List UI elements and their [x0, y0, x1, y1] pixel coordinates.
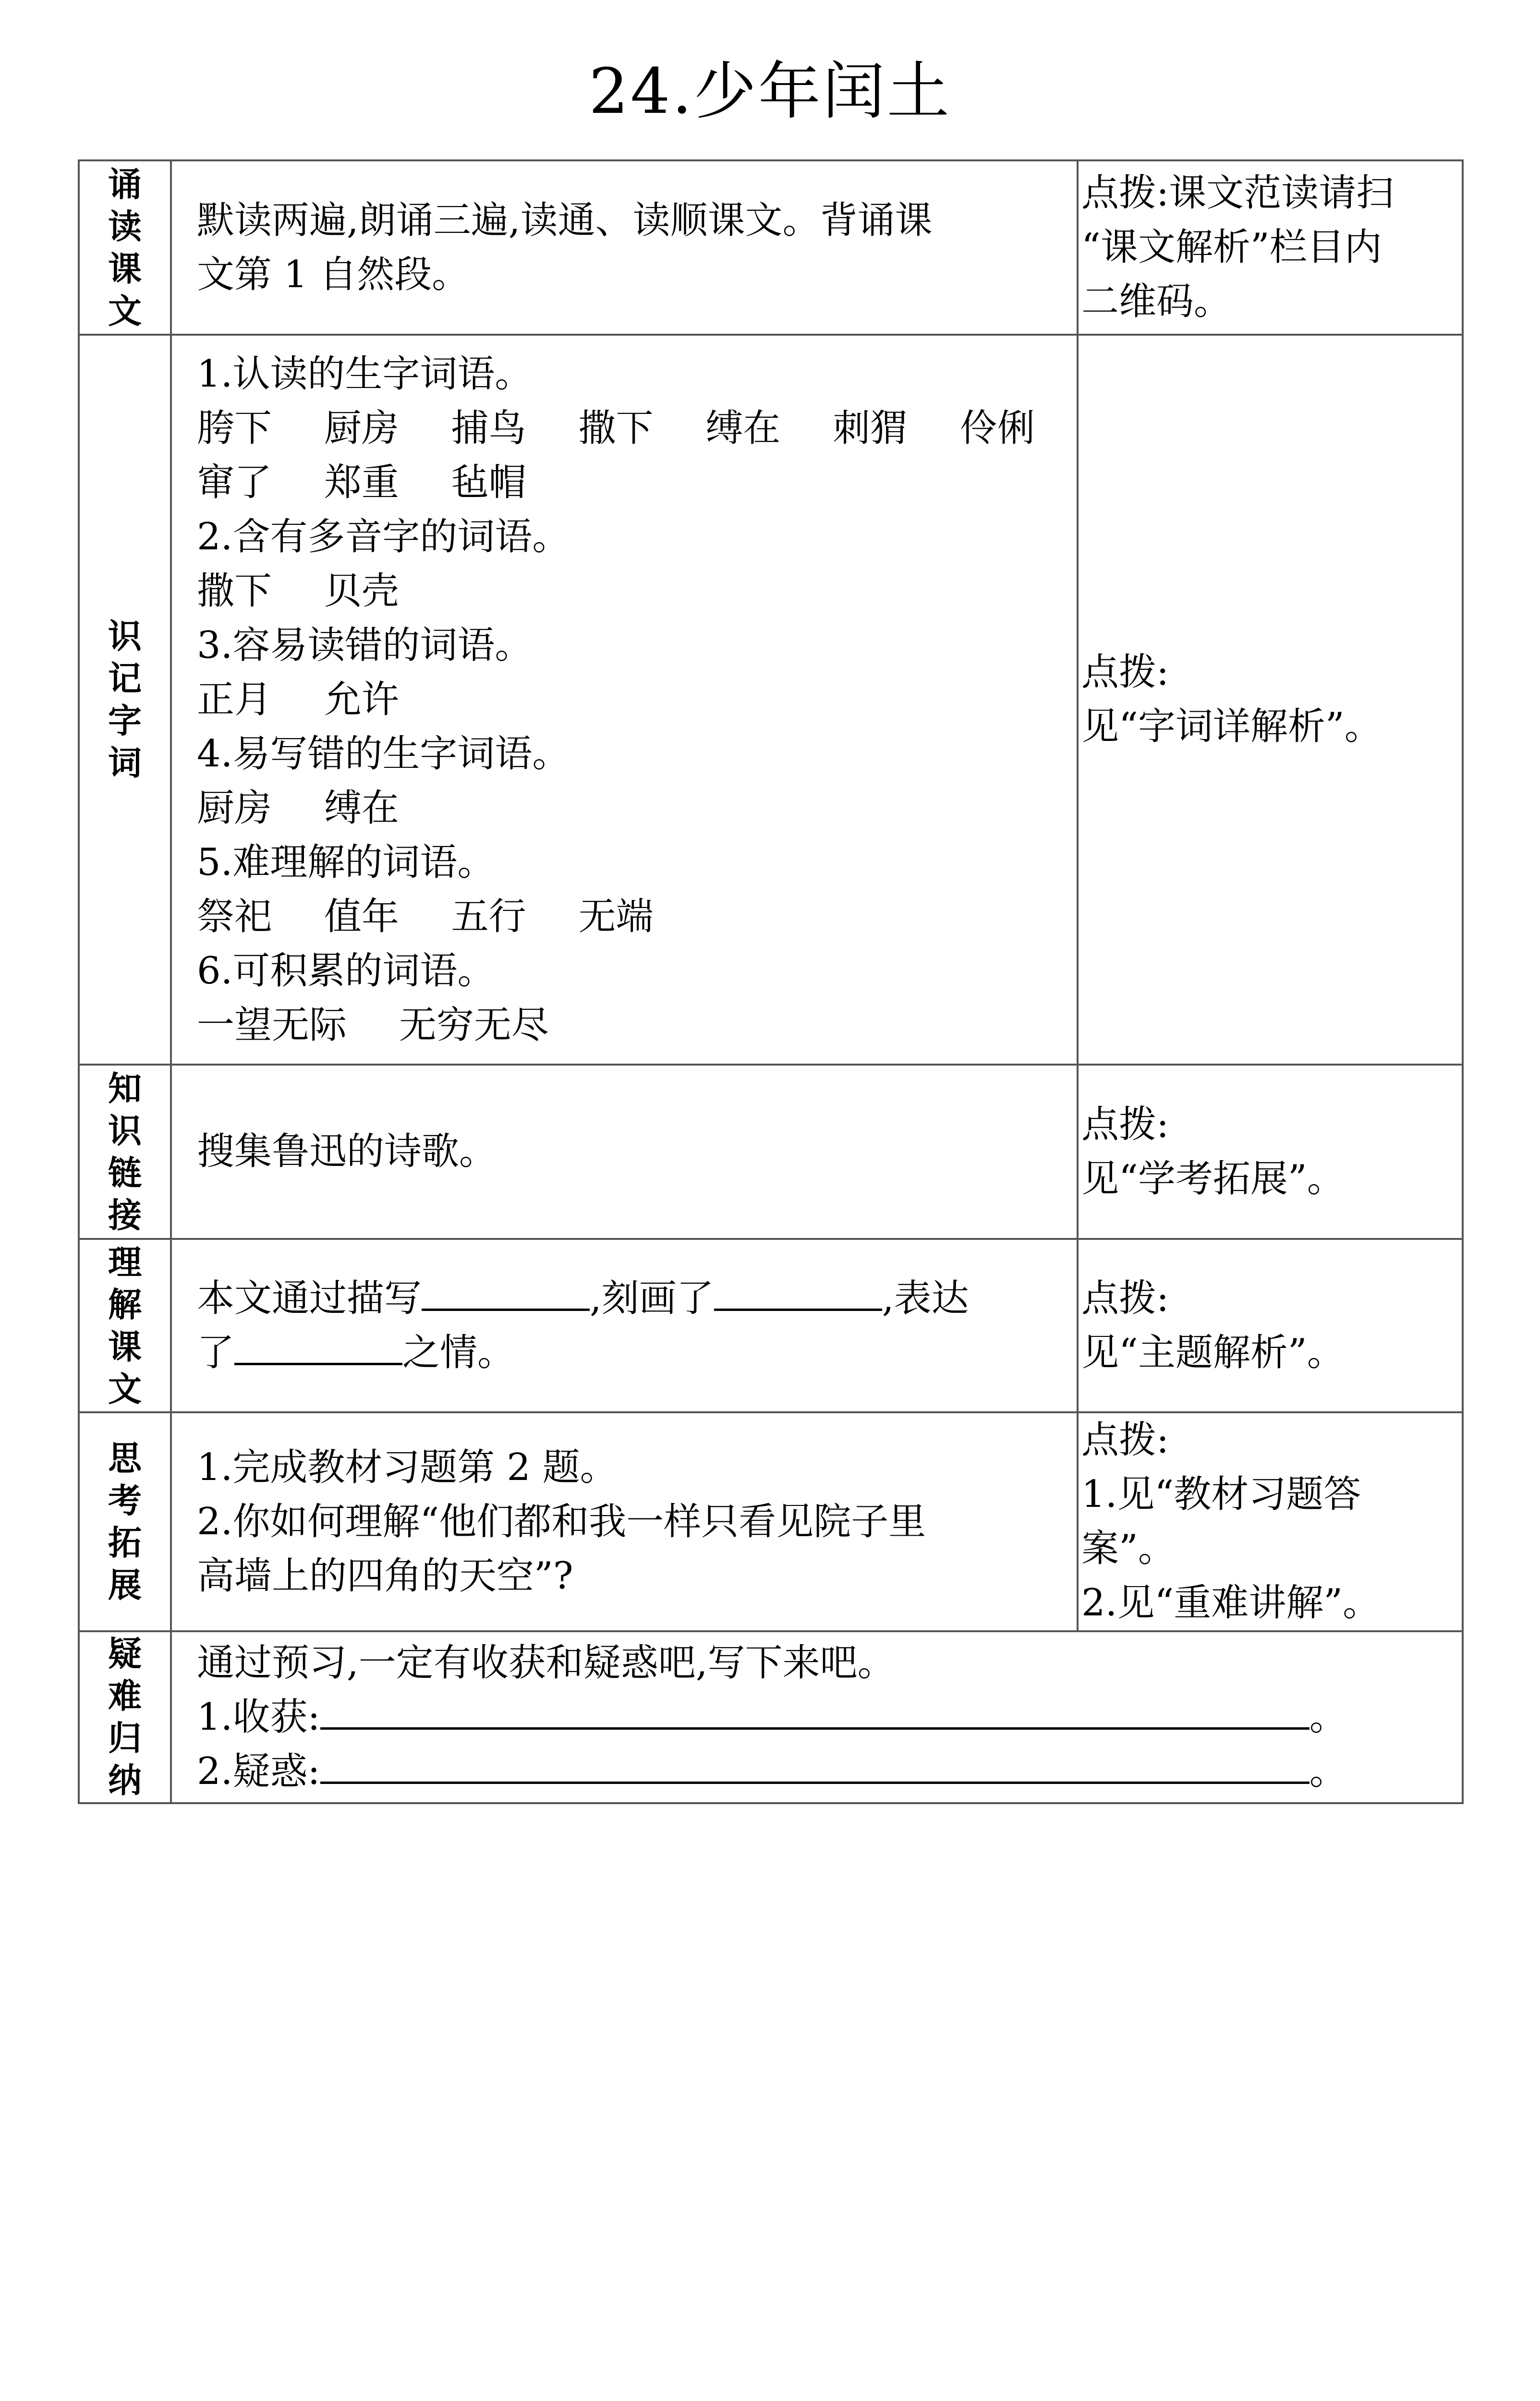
word: 允许 [324, 678, 399, 721]
text-line: 1.完成教材习题第 2 题。 [197, 1445, 618, 1489]
row-read-aloud [79, 160, 1463, 335]
text-line: 搜集鲁迅的诗歌。 [197, 1130, 497, 1173]
think-extend-tip: 点拨: 1.见“教材习题答 案”。 2.见“重难讲解”。 [1078, 1412, 1463, 1631]
read-aloud-tip: 点拨:课文范读请扫 “课文解析”栏目内 二维码。 [1078, 160, 1463, 335]
word: 五行 [451, 895, 526, 938]
word: 捕鸟 [451, 406, 526, 450]
doubt-line: 2.疑惑: 。 [197, 1749, 1347, 1793]
row-label-vocabulary: 识 记 字 词 [79, 335, 171, 1065]
word-row [197, 456, 1052, 510]
text-line: 通过预习,一定有收获和疑惑吧,写下来吧。 [197, 1641, 895, 1685]
word: 厨房 [197, 786, 272, 830]
word: 祭祀 [197, 895, 272, 938]
word: 无端 [578, 895, 654, 938]
word-row [197, 781, 1052, 836]
text-line: 2.你如何理解“他们都和我一样只看见院子里 [197, 1500, 926, 1543]
word: 正月 [197, 678, 272, 721]
doubt-answer-blank[interactable] [320, 1750, 1310, 1784]
preview-table [78, 159, 1464, 1804]
row-label-read-aloud: 诵 读 课 文 [79, 160, 171, 335]
section-heading: 6.可积累的词语。 [197, 949, 495, 993]
fill-blank[interactable] [714, 1277, 882, 1311]
section-heading: 4.易写错的生字词语。 [197, 732, 570, 776]
row-think-extend [79, 1412, 1463, 1631]
knowledge-link-content [171, 1065, 1078, 1239]
word: 值年 [324, 895, 399, 938]
word: 厨房 [324, 406, 399, 450]
read-aloud-content [171, 160, 1078, 335]
fill-blank[interactable] [234, 1331, 402, 1365]
knowledge-link-tip: 点拨: 见“学考拓展”。 [1078, 1065, 1463, 1239]
row-summary [79, 1631, 1463, 1803]
section-heading: 2.含有多音字的词语。 [197, 515, 570, 558]
fill-blank[interactable] [422, 1277, 590, 1311]
page-title: 24.少年闰土 [589, 55, 951, 128]
word: 撒下 [197, 569, 272, 613]
row-label-summary: 疑 难 归 纳 [79, 1631, 171, 1803]
think-extend-content [171, 1412, 1078, 1631]
word-row [197, 890, 1052, 944]
word: 伶俐 [959, 406, 1035, 450]
word: 无穷无尽 [399, 1003, 549, 1047]
summary-content [171, 1631, 1463, 1803]
row-vocabulary [79, 335, 1463, 1065]
word: 缚在 [324, 786, 399, 830]
word: 毡帽 [451, 461, 526, 504]
word: 贝壳 [324, 569, 399, 613]
word: 郑重 [324, 461, 399, 504]
gain-line: 1.收获: 。 [197, 1695, 1347, 1739]
row-understand-text [79, 1239, 1463, 1412]
word-row [197, 401, 1052, 456]
row-label-understand-text: 理 解 课 文 [79, 1239, 171, 1412]
word-row [197, 564, 1052, 618]
word-row [197, 673, 1052, 727]
text-line: 文第 1 自然段。 [197, 253, 470, 296]
vocabulary-content [171, 335, 1078, 1065]
text-line: 高墙上的四角的天空”? [197, 1554, 573, 1598]
text-line: 默读两遍,朗诵三遍,读通、读顺课文。背诵课 [197, 198, 933, 242]
row-label-think-extend: 思 考 拓 展 [79, 1412, 171, 1631]
row-label-knowledge-link: 知 识 链 接 [79, 1065, 171, 1239]
row-knowledge-link [79, 1065, 1463, 1239]
word: 刺猬 [833, 406, 908, 450]
section-heading: 1.认读的生字词语。 [197, 352, 533, 396]
word: 缚在 [705, 406, 781, 450]
gain-answer-blank[interactable] [320, 1696, 1310, 1730]
word: 胯下 [197, 406, 272, 450]
understand-text-tip: 点拨: 见“主题解析”。 [1078, 1239, 1463, 1412]
word: 窜了 [197, 461, 272, 504]
understand-text-content: 本文通过描写 ,刻画了 ,表达 了 之情。 [171, 1239, 1078, 1412]
vocabulary-tip: 点拨: 见“字词详解析”。 [1078, 335, 1463, 1065]
word: 撒下 [578, 406, 654, 450]
word: 一望无际 [197, 1003, 347, 1047]
section-heading: 5.难理解的词语。 [197, 840, 495, 884]
word-row [197, 998, 1052, 1053]
section-heading: 3.容易读错的词语。 [197, 623, 533, 667]
